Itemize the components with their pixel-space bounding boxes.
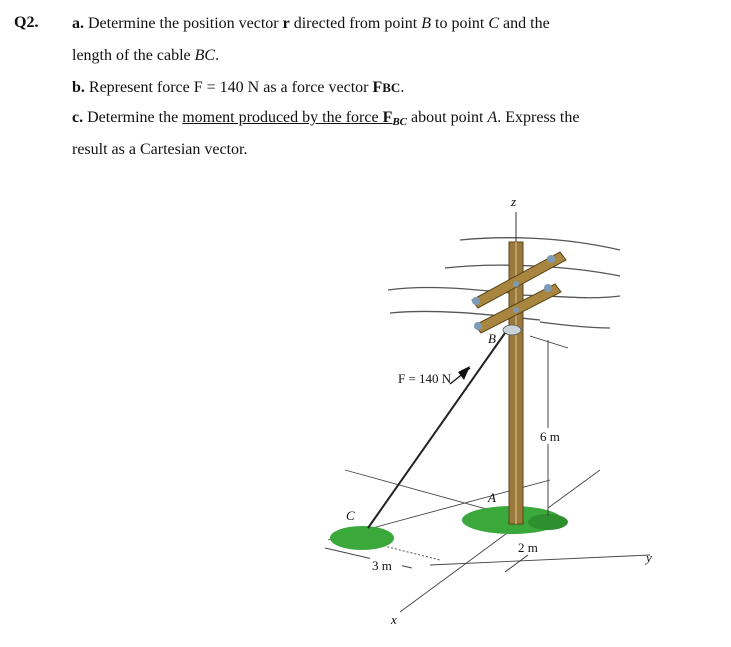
wire-6 xyxy=(540,322,610,328)
point-b-label: B xyxy=(488,331,496,346)
insulator-3 xyxy=(547,255,555,263)
grass-patch-c xyxy=(330,526,394,550)
part-c-text-1: Determine the xyxy=(87,109,179,126)
part-b-label: b. xyxy=(72,79,85,96)
part-a-line2-pre: length of the cable xyxy=(72,47,191,64)
moment-force-subscript: BC xyxy=(392,116,408,128)
point-a-label: A xyxy=(488,490,496,505)
x-axis-label: x xyxy=(391,612,397,627)
part-a-label: a. xyxy=(72,15,84,32)
insulator-2 xyxy=(474,322,482,330)
part-c-underlined-text: moment produced by the force xyxy=(182,109,379,126)
y-axis-label: y xyxy=(646,550,652,565)
force-vector-subscript: BC xyxy=(382,80,401,95)
point-c-label: C xyxy=(346,508,355,523)
part-a-text-1: Determine the position vector xyxy=(88,15,279,32)
part-c-label: c. xyxy=(72,109,84,126)
x-axis-line xyxy=(400,525,518,612)
insulator-1 xyxy=(472,297,480,305)
part-a-text-3: to point xyxy=(435,15,485,32)
part-c-text-3: . Express the xyxy=(497,109,580,126)
part-b-text: Represent force F = 140 N as a force vector xyxy=(88,79,369,96)
grass-patch-a-2 xyxy=(528,514,568,530)
dim-6m-label: 6 m xyxy=(540,429,560,444)
moment-force-symbol: F xyxy=(382,109,393,126)
point-c-ref: C xyxy=(488,15,500,32)
part-a-line2-end: . xyxy=(215,47,220,64)
insulator-5 xyxy=(513,281,519,287)
y-axis-line xyxy=(430,555,650,565)
wire-1 xyxy=(460,238,620,250)
question-number: Q2. xyxy=(14,14,39,31)
cable-bc-ref: BC xyxy=(194,47,216,64)
ground-line-left xyxy=(345,470,490,510)
cable-bc xyxy=(368,333,505,528)
force-arrow-head xyxy=(458,366,470,380)
force-vector-symbol: F xyxy=(372,79,383,96)
part-a-text-4: and the xyxy=(503,15,550,32)
part-c-line-2: result as a Cartesian vector. xyxy=(72,141,248,158)
dim-6m xyxy=(530,336,568,516)
ground-line-right xyxy=(548,470,600,508)
z-axis-label: z xyxy=(511,194,517,209)
dim-6m-top-tick xyxy=(530,336,568,348)
force-label: F = 140 N xyxy=(398,371,452,386)
point-b-ref: B xyxy=(421,15,432,32)
insulator-6 xyxy=(513,307,519,313)
part-c-text-2: about point xyxy=(411,109,484,126)
point-a-ref: A xyxy=(487,109,498,126)
dim-2m-label: 2 m xyxy=(518,540,538,555)
position-vector-symbol: r xyxy=(282,15,290,32)
dim-2m-tick xyxy=(505,555,528,572)
part-a-text-2: directed from point xyxy=(293,15,418,32)
part-b-end: . xyxy=(400,79,405,96)
insulator-4 xyxy=(544,284,552,292)
force-arrow xyxy=(450,366,470,384)
dim-3m-label: 3 m xyxy=(372,558,392,573)
